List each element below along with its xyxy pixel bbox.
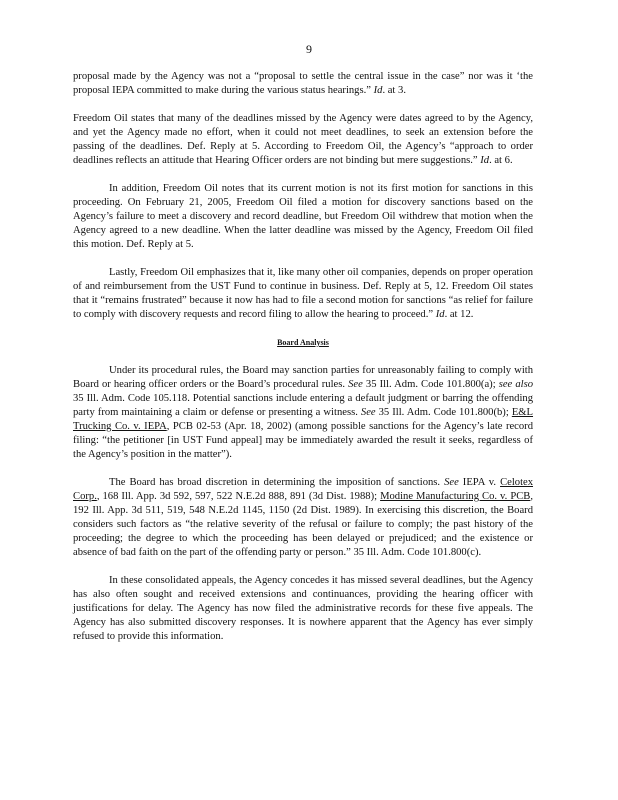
- signal-see-also: see also: [498, 379, 534, 390]
- section-heading: [73, 336, 533, 350]
- paragraph-4: [73, 266, 533, 322]
- document-body: [73, 70, 533, 644]
- paragraph-5: [73, 364, 533, 462]
- paragraph-4-text: Lastly, Freedom Oil emphasizes that it, like many other oil companies, depends on proper operation of and reimbursement from the UST Fund to continue in business. Def. Reply at 5, 12. Freedom Oil states that it “remains frustrated” because it now has had to file a second motion for sanctions “as relief for failure to comply with discovery requests and record filing to allow the hearing to proceed.”: [73, 267, 533, 320]
- signal-see: See: [360, 407, 376, 418]
- paragraph-3: [73, 182, 533, 252]
- case-name: Celotex Corp.: [73, 477, 534, 502]
- paragraph-2-text-end: . at 6.: [489, 155, 513, 166]
- paragraph-6-text-2: IEPA v.: [458, 477, 501, 488]
- id-citation: Id: [480, 155, 490, 166]
- case-name: E&L Trucking Co. v. IEPA: [73, 407, 534, 432]
- paragraph-6-text: The Board has broad discretion in determining the imposition of sanctions.: [109, 477, 445, 488]
- case-name: Modine Manufacturing Co. v. PCB: [380, 491, 531, 502]
- paragraph-1: [73, 70, 533, 98]
- paragraph-3-text: In addition, Freedom Oil notes that its current motion is not its first motion for sanctions in this proceeding. On February 21, 2005, Freedom Oil filed a motion for discovery sanctions based on the Agency’s failure to meet a discovery and record deadline, but Freedom Oil withdrew that motion when the Agency agreed to a new deadline. When the latter deadline was missed by the Agency, Freedom Oil filed this motion. Def. Reply at 5.: [73, 183, 533, 250]
- paragraph-2-text: Freedom Oil states that many of the deadlines missed by the Agency were dates agreed to by the Agency, and yet the Agency made no effort, when it could not meet deadlines, to seek an extension before the passing of the deadlines. Def. Reply at 5. According to Freedom Oil, the Agency’s “approach to order deadlines reflects an attitude that Hearing Officer orders are not binding but mere suggestions.”: [73, 113, 533, 166]
- paragraph-5-text-2: 35 Ill. Adm. Code 101.800(a);: [362, 379, 499, 390]
- id-citation: Id: [373, 85, 383, 96]
- signal-see: See: [444, 477, 459, 488]
- paragraph-4-text-end: . at 12.: [444, 309, 474, 320]
- paragraph-7: [73, 574, 533, 644]
- paragraph-1-text: proposal made by the Agency was not a “proposal to settle the central issue in the case” nor was it ‘the proposal IEPA committed to make during the various status hearings.”: [73, 71, 533, 96]
- paragraph-5-text-3: 35 Ill. Adm. Code 105.118. Potential sanctions include entering a default judgment or barring the offending party from maintaining a claim or defense or presenting a witness.: [73, 393, 533, 418]
- paragraph-5-text: Under its procedural rules, the Board may sanction parties for unreasonably failing to comply with Board or hearing officer orders or the Board’s procedural rules.: [73, 365, 533, 390]
- paragraph-1-text-end: . at 3.: [382, 85, 406, 96]
- paragraph-7-text: In these consolidated appeals, the Agency concedes it has missed several deadlines, but the Agency has also often sought and received extensions and continuances, providing the hearing officer with justifications for delay. The Agency has now filed the administrative records for these five appeals. The Agency has also submitted discovery responses. It is nowhere apparent that the Agency has ever simply refused to provide this information.: [73, 575, 533, 642]
- paragraph-6-text-4: , 192 Ill. App. 3d 511, 519, 548 N.E.2d 1145, 1150 (2d Dist. 1989). In exercising this discretion, the Board considers such factors as “the relative severity of the refusal or failure to comply; the past history of the proceeding; the degree to which the proceeding has been delayed or prejudiced; and the existence or absence of bad faith on the part of the offending party or person.” 35 Ill. Adm. Code 101.800(c).: [73, 491, 533, 558]
- page-number: 9: [306, 42, 312, 56]
- signal-see: See: [348, 379, 363, 390]
- paragraph-2: [73, 112, 533, 168]
- paragraph-6-text-3: , 168 Ill. App. 3d 592, 597, 522 N.E.2d 888, 891 (3d Dist. 1988);: [96, 491, 381, 502]
- section-heading-text: Board Analysis: [277, 338, 329, 347]
- paragraph-6: [73, 476, 533, 560]
- paragraph-5-text-5: , PCB 02-53 (Apr. 18, 2002) (among possible sanctions for the Agency’s late record filing: “the petitioner [in UST Fund appeal] may be immediately awarded the result it seeks, regardless of the Agency’s position in the matter”).: [73, 421, 533, 460]
- paragraph-5-text-4: 35 Ill. Adm. Code 101.800(b);: [375, 407, 512, 418]
- id-citation: Id: [435, 309, 445, 320]
